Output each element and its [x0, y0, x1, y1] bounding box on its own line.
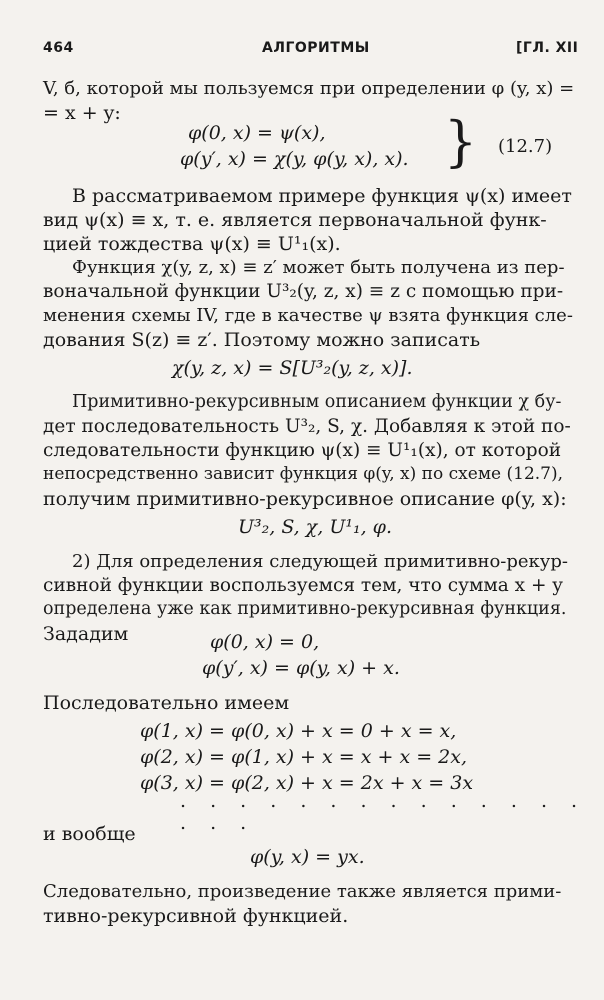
- equation-number: (12.7): [498, 136, 553, 157]
- formula: φ(2, x) = φ(1, x) + x = x + x = 2x,: [140, 746, 468, 768]
- text-line: непосредственно зависит функция φ(y, x) по схеме (12.7),: [43, 464, 564, 484]
- text-line: следовательности функцию ψ(x) ≡ U¹₁(x), от которой: [43, 440, 562, 461]
- text-line: дования S(z) ≡ z′. Поэтому можно записать: [43, 329, 481, 351]
- formula: φ(1, x) = φ(0, x) + x = 0 + x = x,: [140, 720, 457, 742]
- text-line: вид ψ(x) ≡ x, т. е. является первоначальной функ-: [43, 209, 547, 231]
- chapter-label: [ГЛ. XII: [516, 40, 579, 56]
- text-line: дет последовательность U³₂, S, χ. Добавляя к этой по-: [43, 416, 571, 437]
- text-line: определена уже как примитивно-рекурсивная функция.: [43, 599, 567, 619]
- formula: U³₂, S, χ, U¹₁, φ.: [238, 516, 393, 538]
- text-line: Зададим: [43, 623, 129, 645]
- text-line: Функция χ(y, z, x) ≡ z′ может быть получена из пер-: [72, 257, 565, 278]
- page-number: 464: [43, 40, 74, 56]
- text-line: Примитивно-рекурсивным описанием функции χ бу-: [72, 392, 562, 412]
- text-line: цией тождества ψ(x) ≡ U¹₁(x).: [43, 233, 341, 255]
- ellipsis-row: . . . . . . . . . . . . . . . . .: [180, 790, 587, 834]
- formula: φ(0, x) = ψ(x),: [188, 122, 326, 144]
- text-line: сивной функции воспользуемся тем, что сумма x + y: [43, 575, 563, 596]
- text-line: Последовательно имеем: [43, 692, 290, 714]
- formula: φ(y, x) = yx.: [250, 846, 365, 868]
- text-line: менения схемы IV, где в качестве ψ взята функция сле-: [43, 305, 573, 326]
- running-title: АЛГОРИТМЫ: [262, 40, 370, 56]
- formula: φ(3, x) = φ(2, x) + x = 2x + x = 3x: [140, 772, 474, 794]
- formula: φ(0, x) = 0,: [210, 631, 320, 653]
- text-line: = x + y:: [43, 102, 121, 124]
- formula: φ(y′, x) = χ(y, φ(y, x), x).: [180, 148, 409, 170]
- text-line: и вообще: [43, 823, 136, 845]
- formula: φ(y′, x) = φ(y, x) + x.: [202, 657, 400, 679]
- text-line: V, б, которой мы пользуемся при определении φ (y, x) =: [43, 78, 575, 99]
- text-line: Следовательно, произведение также является прими-: [43, 881, 562, 902]
- text-line: В рассматриваемом примере функция ψ(x) имеет: [72, 185, 572, 207]
- text-line: получим примитивно-рекурсивное описание φ(y, x):: [43, 488, 567, 510]
- formula: χ(y, z, x) = S[U³₂(y, z, x)].: [172, 357, 413, 379]
- text-line: воначальной функции U³₂(y, z, x) ≡ z с помощью при-: [43, 281, 564, 302]
- text-line: тивно-рекурсивной функцией.: [43, 905, 349, 927]
- text-line: 2) Для определения следующей примитивно-рекур-: [72, 551, 569, 572]
- brace: }: [444, 110, 478, 174]
